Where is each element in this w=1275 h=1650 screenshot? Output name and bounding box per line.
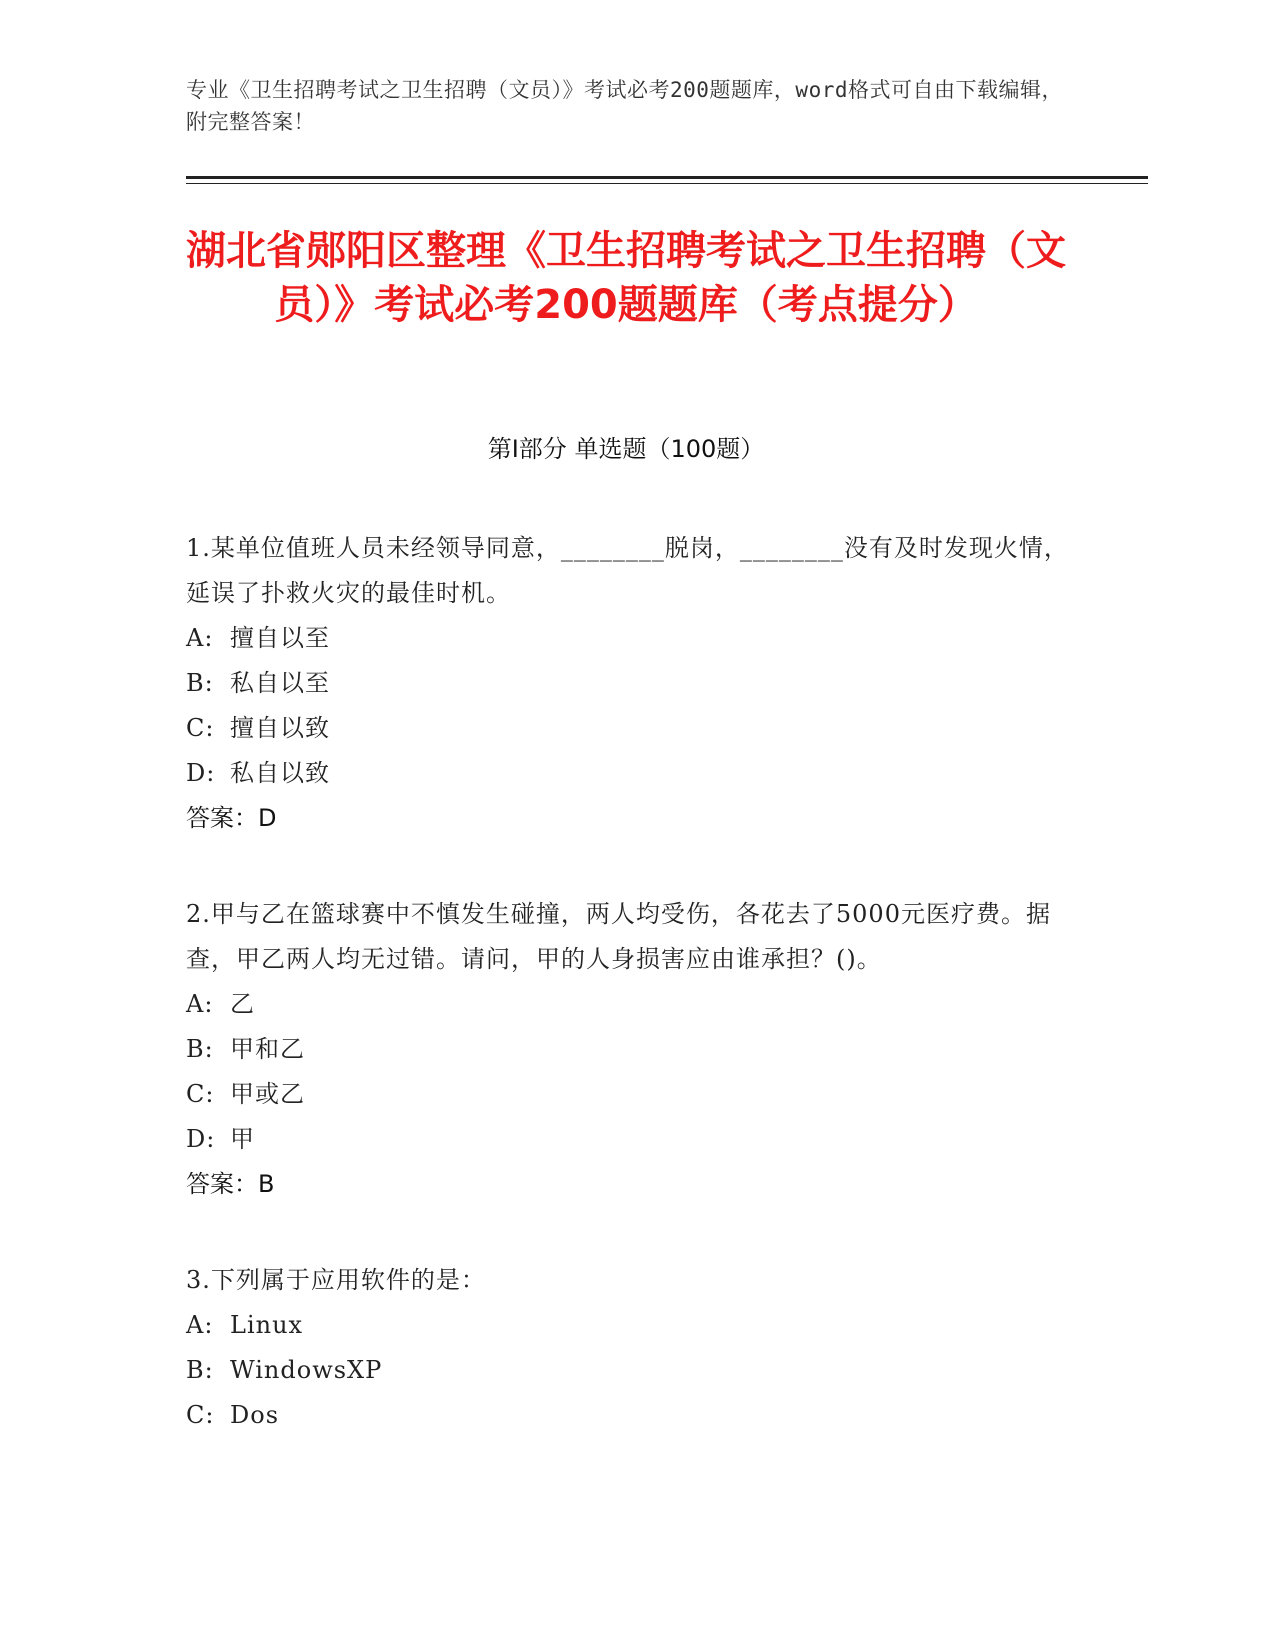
option-c	[186, 706, 1086, 751]
option-text: 私自以致	[230, 759, 330, 787]
option-c	[186, 1072, 1086, 1117]
option-letter: B:	[186, 1035, 214, 1063]
answer-line: 答案：B	[186, 1170, 275, 1198]
option-letter: C:	[186, 1401, 215, 1429]
question-1	[186, 526, 1086, 841]
option-b	[186, 1027, 1086, 1072]
section-title: 第Ⅰ部分 单选题（100题）	[487, 435, 765, 463]
option-text: 甲	[230, 1125, 255, 1153]
option-letter: A:	[186, 624, 214, 652]
option-letter: A:	[186, 990, 214, 1018]
option-d	[186, 1117, 1086, 1162]
option-text: WindowsXP	[230, 1356, 383, 1384]
option-text: 乙	[230, 990, 255, 1018]
option-letter: B:	[186, 1356, 214, 1384]
option-letter: A:	[186, 1311, 214, 1339]
option-d	[186, 751, 1086, 796]
option-letter: D:	[186, 759, 216, 787]
option-text: 甲和乙	[230, 1035, 305, 1063]
option-text: Linux	[230, 1311, 304, 1339]
option-a	[186, 616, 1086, 661]
option-letter: C:	[186, 714, 215, 742]
option-a	[186, 982, 1086, 1027]
option-letter: D:	[186, 1125, 216, 1153]
header-note: 专业《卫生招聘考试之卫生招聘（文员）》考试必考200题题库，word格式可自由下载编辑，附完整答案！	[186, 78, 1063, 134]
option-text: 甲或乙	[230, 1080, 305, 1108]
option-b	[186, 1348, 1086, 1393]
question-3	[186, 1258, 1086, 1438]
answer-line: 答案：D	[186, 804, 277, 832]
header-divider-thin	[186, 183, 1148, 184]
document-title: 湖北省郧阳区整理《卫生招聘考试之卫生招聘（文员）》考试必考200题题库（考点提分）	[186, 228, 1066, 328]
option-text: Dos	[230, 1401, 280, 1429]
option-c	[186, 1393, 1086, 1438]
question-stem: 2.甲与乙在篮球赛中不慎发生碰撞，两人均受伤，各花去了5000元医疗费。据查，甲乙两人均无过错。请问，甲的人身损害应由谁承担？()。	[186, 900, 1051, 973]
option-text: 擅自以至	[230, 624, 330, 652]
question-list	[186, 526, 1086, 1489]
option-letter: B:	[186, 669, 214, 697]
option-letter: C:	[186, 1080, 215, 1108]
option-a	[186, 1303, 1086, 1348]
header-divider-thick	[186, 176, 1148, 179]
question-2	[186, 892, 1086, 1207]
option-text: 私自以至	[230, 669, 330, 697]
option-text: 擅自以致	[230, 714, 330, 742]
option-b	[186, 661, 1086, 706]
question-stem: 1.某单位值班人员未经领导同意，________脱岗，________没有及时发现火情，延误了扑救火灾的最佳时机。	[186, 534, 1069, 607]
question-stem: 3.下列属于应用软件的是：	[186, 1266, 486, 1294]
